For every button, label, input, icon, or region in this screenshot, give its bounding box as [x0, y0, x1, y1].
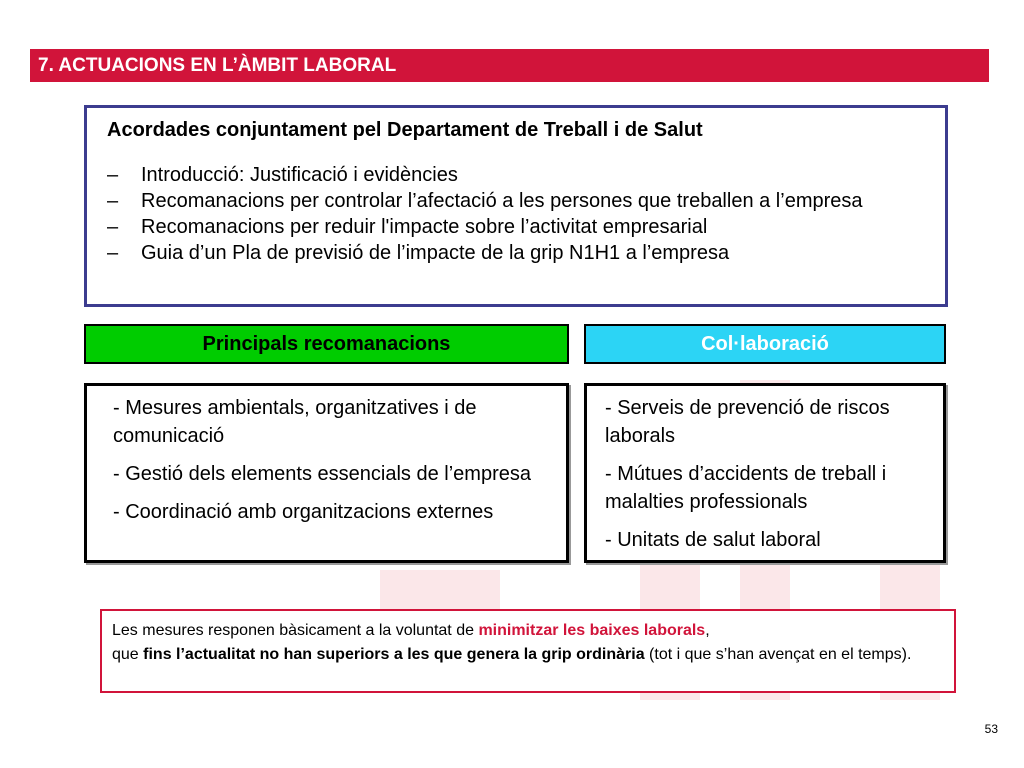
collaboration-header: Col·laboració [584, 324, 946, 364]
recommendation-item: - Mesures ambientals, organitzatives i de comunicació [113, 397, 477, 447]
note-text: (tot i que s’han avençat en el temps). [644, 646, 912, 663]
dash-bullet: – [107, 164, 119, 186]
recommendation-item: - Gestió dels elements essencials de l’empresa [113, 463, 531, 485]
note-text: , [705, 622, 710, 639]
intro-item [107, 164, 925, 186]
recommendation-item: - Coordinació amb organitzacions externes [113, 501, 494, 523]
recommendations-box [84, 383, 569, 563]
intro-item [107, 216, 925, 238]
collaboration-box [584, 383, 946, 563]
note-bold: fins l’actualitat no han superiors a les que genera la grip ordinària [143, 646, 645, 663]
intro-item-text: Introducció: Justificació i evidències [141, 164, 458, 186]
intro-item-text: Recomanacions per reduir l'impacte sobre l’activitat empresarial [141, 216, 708, 238]
intro-item-text: Recomanacions per controlar l’afectació a les persones que treballen a l’empresa [141, 190, 863, 212]
note-highlight: minimitzar les baixes laborals [478, 622, 706, 639]
recommendations-header: Principals recomanacions [84, 324, 569, 364]
collaboration-item: - Mútues d’accidents de treball i malalties professionals [605, 463, 887, 513]
section-title-bar: 7. ACTUACIONS EN L’ÀMBIT LABORAL [30, 49, 989, 82]
collaboration-item: - Serveis de prevenció de riscos laborals [605, 397, 890, 447]
watermark-shape [380, 570, 500, 610]
dash-bullet: – [107, 242, 119, 264]
intro-item-text: Guia d’un Pla de previsió de l’impacte de la grip N1H1 a l’empresa [141, 242, 730, 264]
note-text: Les mesures responen bàsicament a la voluntat de [112, 622, 479, 639]
intro-heading: Acordades conjuntament pel Departament de Treball i de Salut [107, 119, 703, 141]
page-number: 53 [984, 722, 998, 736]
intro-list [107, 164, 925, 264]
intro-box [84, 105, 948, 307]
dash-bullet: – [107, 216, 119, 238]
dash-bullet: – [107, 190, 119, 212]
note-box [100, 609, 956, 693]
note-text: que [112, 646, 144, 663]
intro-item [107, 190, 925, 212]
intro-item [107, 242, 925, 264]
collaboration-item: - Unitats de salut laboral [605, 529, 821, 551]
